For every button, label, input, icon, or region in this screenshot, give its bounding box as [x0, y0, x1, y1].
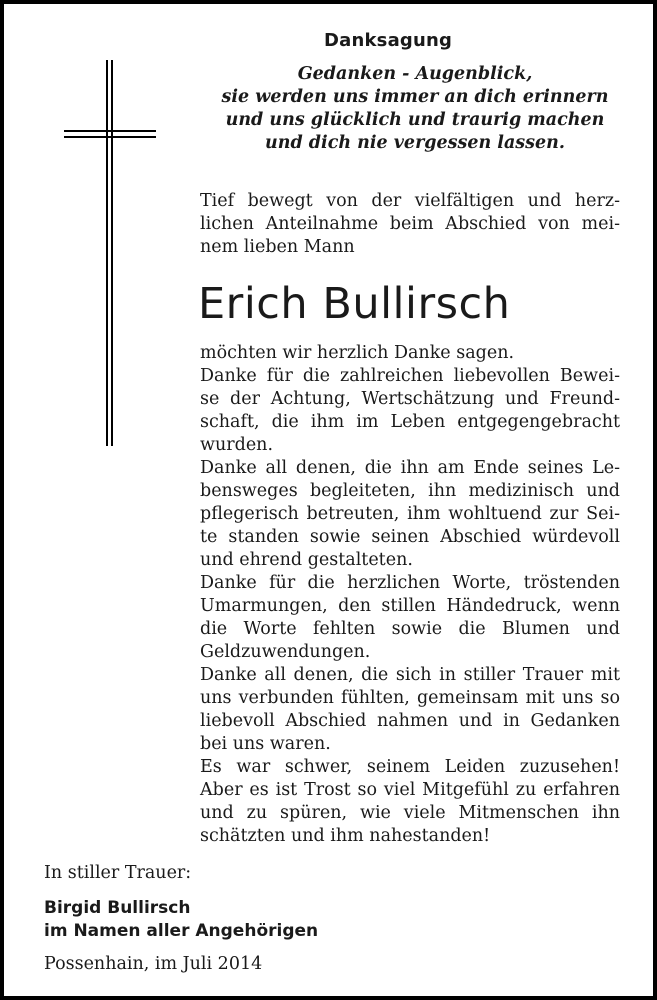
intro-line: Tief bewegt von der vielfältigen und herz-: [200, 191, 620, 211]
body-line: und zu spüren, wie viele Mitmenschen ihn: [200, 803, 620, 823]
body-line: se der Achtung, Wertschätzung und Freund-: [200, 389, 620, 409]
intro-line: lichen Anteilnahme beim Abschied von mei-: [200, 214, 620, 234]
intro-line: nem lieben Mann: [200, 237, 355, 257]
body-line: Umarmungen, den stillen Händedruck, wenn: [200, 596, 620, 616]
closing-block: [44, 862, 318, 976]
body-line: die Worte fehlten sowie die Blumen und: [200, 619, 620, 639]
body-line: wurden.: [200, 435, 274, 455]
place-date: Possenhain, im Juli 2014: [44, 954, 263, 974]
poem-line: Gedanken - Augenblick,: [297, 64, 533, 84]
intro-paragraph: [200, 190, 620, 259]
body-line: pflegerisch betreuten, ihm wohltuend zur Sei-: [200, 504, 620, 524]
mourning-line: In stiller Trauer:: [44, 863, 192, 883]
cross-icon-horizontal: [64, 130, 156, 138]
body-line: Danke all denen, die ihn am Ende seines Le-: [200, 458, 620, 478]
body-line: schaft, die ihm im Leben entgegengebracht: [200, 412, 620, 432]
body-line: uns verbunden fühlten, gemeinsam mit uns so: [200, 688, 620, 708]
poem: [200, 63, 630, 155]
on-behalf-line: im Namen aller Angehörigen: [44, 921, 319, 941]
thanks-body: [200, 342, 620, 848]
body-line: liebevoll Abschied nahmen und in Gedanken: [200, 711, 620, 731]
notice-heading: Danksagung: [324, 30, 453, 51]
poem-line: und uns glücklich und traurig machen: [225, 110, 605, 130]
body-line: Danke für die zahlreichen liebevollen Bewei-: [200, 366, 620, 386]
deceased-name: Erich Bullirsch: [198, 279, 511, 329]
body-line: Danke für die herzlichen Worte, tröstenden: [200, 573, 620, 593]
body-line: te standen sowie seinen Abschied würdevoll: [200, 527, 620, 547]
body-line: Geldzuwendungen.: [200, 642, 371, 662]
body-line: bei uns waren.: [200, 734, 331, 754]
body-line: und ehrend gestalteten.: [200, 550, 413, 570]
body-line: Danke all denen, die sich in stiller Trauer mit: [200, 665, 620, 685]
body-line: möchten wir herzlich Danke sagen.: [200, 343, 515, 363]
body-line: Aber es ist Trost so viel Mitgefühl zu erfahren: [200, 780, 620, 800]
signer-name: Birgid Bullirsch: [44, 898, 191, 918]
poem-line: und dich nie vergessen lassen.: [265, 133, 565, 153]
cross-icon-vertical: [106, 60, 113, 446]
body-line: schätzten und ihm nahestanden!: [200, 826, 491, 846]
poem-line: sie werden uns immer an dich erinnern: [221, 87, 609, 107]
body-line: Es war schwer, seinem Leiden zuzusehen!: [200, 757, 620, 777]
body-line: bensweges begleiteten, ihn medizinisch und: [200, 481, 620, 501]
